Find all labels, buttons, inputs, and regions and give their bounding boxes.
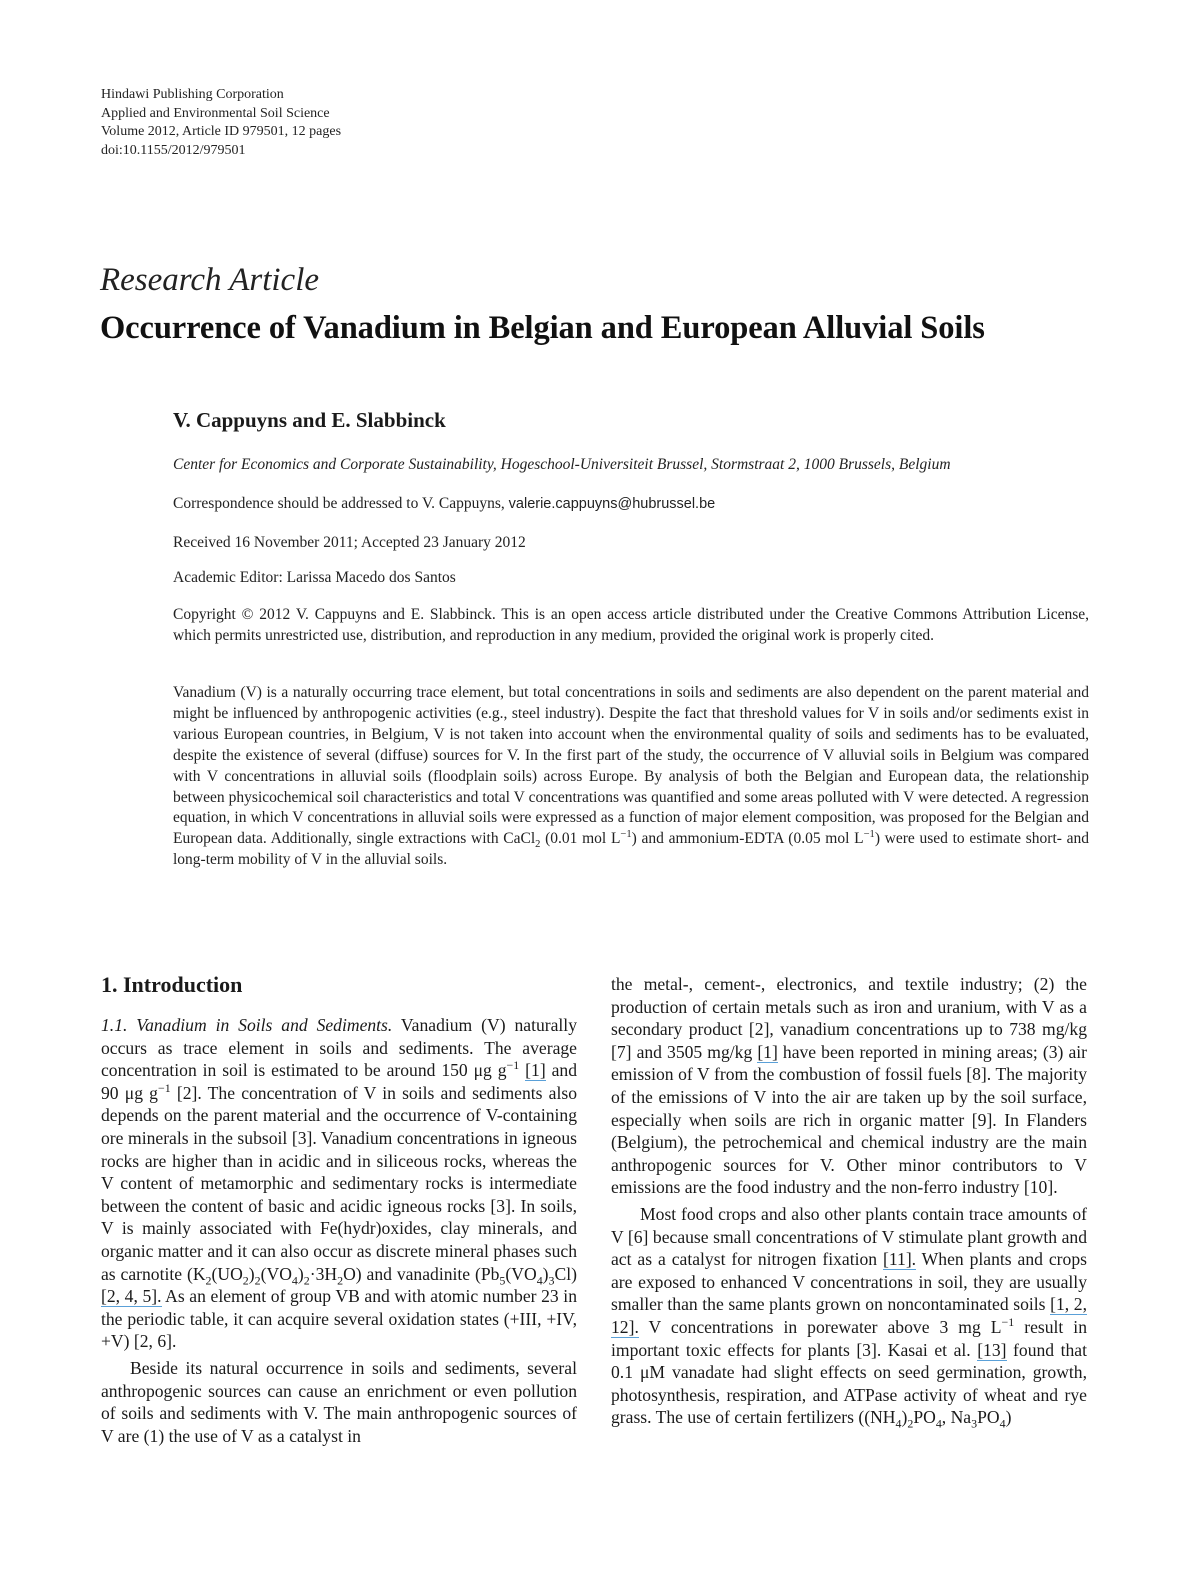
subscript: 2 (303, 1273, 310, 1288)
abstract-text: (0.01 mol L (540, 830, 621, 848)
section-heading: 1. Introduction (101, 972, 243, 997)
abstract-text: ) and ammonium-EDTA (0.05 mol L (631, 830, 864, 848)
citation-link[interactable]: [2, 4, 5]. (101, 1286, 162, 1307)
text: Most food crops and also other plants contain trace amounts of V [6] because small concentrations of V stimulate plant growth and act as a catalyst for nitrogen fixation (611, 1203, 1087, 1270)
text: (VO (260, 1263, 292, 1284)
text: (VO (505, 1263, 537, 1284)
citation-link[interactable]: [13] (977, 1339, 1007, 1360)
text: PO (977, 1407, 1000, 1428)
subscript: 2 (907, 1416, 914, 1431)
subscript: 5 (499, 1273, 506, 1288)
publisher-line: Hindawi Publishing Corporation (101, 87, 284, 102)
superscript: −1 (506, 1058, 520, 1073)
subscript: 2 (535, 839, 541, 851)
paragraph (611, 1203, 1087, 1429)
journal-header (101, 86, 341, 160)
journal-name: Applied and Environmental Soil Science (101, 105, 330, 121)
paragraph (101, 1014, 577, 1353)
volume-info: Volume 2012, Article ID 979501, 12 pages (101, 124, 342, 139)
superscript: −1 (157, 1080, 171, 1095)
subscript: 4 (291, 1273, 298, 1288)
text: result in important toxic effects for plants [3]. Kasai et al. (611, 1316, 1087, 1360)
text: ) (542, 1263, 549, 1284)
text: When plants and crops are exposed to enhanced V concentrations in soil, they are usually smaller than the same plants grown on noncontaminated soils (611, 1249, 1087, 1315)
abstract (173, 683, 1089, 871)
text: V concentrations in porewater above 3 mg L (638, 1316, 1002, 1337)
text: [2]. The concentration of V in soils and sediments also depends on the parent material and the occurrence of V-containing ore minerals in the subsoil [3]. Vanadium concentrations in igneous rocks are higher than in acidic and in siliceous rocks, whereas the V content of metamorphic and sedimentary rocks is intermediate between the content of basic and acidic igneous rocks [3]. In soils, V is mainly associated with Fe(hydr)oxides, clay minerals, and organic matter and it can also occur as discrete mineral phases such as carnotite (K (101, 1082, 577, 1284)
paragraph: Beside its natural occurrence in soils and sediments, several anthropogenic sources can cause an enrichment or even pollution of soils and sediments with V. The main anthropogenic sources of V are (1) the use of V as a catalyst in (101, 1357, 577, 1446)
left-column (101, 1014, 577, 1447)
citation-link[interactable]: [1] (757, 1041, 778, 1062)
text: and 90 μg g (101, 1060, 577, 1103)
text: As an element of group VB and with atomic number 23 in the periodic table, it can acquire several oxidation states (+III, +IV, +V) [2, 6]. (101, 1286, 577, 1352)
superscript: −1 (620, 829, 632, 841)
subscript: 4 (895, 1416, 902, 1431)
subscript: 3 (971, 1416, 978, 1431)
correspondence (173, 493, 1089, 515)
text: have been reported in mining areas; (3) air emission of V from the combustion of fossil fuels [8]. The majority of the emissions of V into the air are taken up by the soil surface, especially when soils are rich in organic matter [9]. In Flanders (Belgium), the petrochemical and chemical industry are the main anthropogenic sources for V. Other minor contributors to V emissions are the food industry and the non-ferro industry [10]. (611, 1041, 1087, 1198)
text: , Na (941, 1407, 972, 1428)
subscript: 4 (935, 1416, 942, 1431)
subscript: 2 (242, 1273, 249, 1288)
subsection-heading: 1.1. Vanadium in Soils and Sediments. (101, 1015, 393, 1035)
paragraph (611, 973, 1087, 1199)
text: O) and vanadinite (Pb (343, 1263, 500, 1284)
paper-title: Occurrence of Vanadium in Belgian and European Alluvial Soils (100, 310, 985, 346)
abstract-text: ) were used to estimate short- and long-term mobility of V in the alluvial soils. (173, 830, 1089, 869)
subscript: 2 (254, 1273, 261, 1288)
article-type: Research Article (100, 262, 320, 298)
academic-editor: Academic Editor: Larissa Macedo dos Santos (173, 569, 456, 586)
doi: doi:10.1155/2012/979501 (101, 142, 246, 158)
email-link[interactable]: valerie.cappuyns@hubrussel.be (508, 496, 716, 512)
citation-link[interactable]: [1, 2, 12]. (611, 1294, 1087, 1337)
affiliation: Center for Economics and Corporate Sustainability, Hogeschool-Universiteit Brussel, Stormstraat 2, 1000 Brussels, Belgium (173, 456, 951, 473)
right-column (611, 973, 1087, 1429)
text: ) (901, 1407, 908, 1428)
text: Vanadium (V) naturally occurs as trace element in soils and sediments. The average concentration in soil is estimated to be around 150 μg g (101, 1015, 577, 1081)
subscript: 2 (205, 1273, 212, 1288)
text: ) (1005, 1407, 1012, 1428)
subscript: 2 (337, 1273, 344, 1288)
dates: Received 16 November 2011; Accepted 23 January 2012 (173, 534, 526, 551)
subscript: 4 (999, 1416, 1006, 1431)
subscript: 4 (536, 1273, 543, 1288)
abstract-text: Vanadium (V) is a naturally occurring trace element, but total concentrations in soils and sediments are also dependent on the parent material and might be influenced by anthropogenic activities (e.g., steel industry). Despite the fact that threshold values for V in soils and/or sediments exist in various European countries, in Belgium, V is not taken into account when the environmental quality of soils and sediments has to be evaluated, despite the existence of several (diffuse) sources for V. In the first part of the study, the occurrence of V alluvial soils in Belgium was compared with V concentrations in alluvial soils (floodplain soils) across Europe. By analysis of both the Belgian and European data, the relationship between physicochemical soil characteristics and total V concentrations was quantified and some areas polluted with V were detected. A regression equation, in which V concentrations in alluvial soils were expressed as a function of major element composition, was proposed for the Belgian and European data. Additionally, single extractions with CaCl (173, 684, 1089, 848)
text: Cl) (554, 1263, 577, 1284)
copyright-notice: Copyright © 2012 V. Cappuyns and E. Slabbinck. This is an open access article distributed under the Creative Commons Attribution License, which permits unrestricted use, distribution, and reproduction in any medium, provided the original work is properly cited. (173, 606, 1089, 644)
correspondence-text: Correspondence should be addressed to V. Cappuyns, (173, 495, 505, 512)
text: found that 0.1 μM vanadate had slight effects on seed germination, growth, photosynthesis, respiration, and ATPase activity of wheat and rye grass. The use of certain fertilizers ((NH (611, 1339, 1087, 1428)
superscript: −1 (1001, 1315, 1015, 1330)
citation-link[interactable]: [1] (525, 1060, 546, 1081)
text: ) (297, 1263, 304, 1284)
text: the metal-, cement-, electronics, and textile industry; (2) the production of certain metals such as iron and uranium, with V as a secondary product [2], vanadium concentrations up to 738 mg/kg [7] and 3505 mg/kg (611, 974, 1087, 1062)
text: PO (913, 1407, 936, 1428)
citation-link[interactable]: [11]. (883, 1249, 917, 1270)
text: (UO (211, 1263, 243, 1284)
text: ·3H (309, 1263, 338, 1284)
authors: V. Cappuyns and E. Slabbinck (173, 408, 446, 432)
text: ) (248, 1263, 255, 1284)
superscript: −1 (863, 829, 875, 841)
subscript: 3 (548, 1273, 555, 1288)
